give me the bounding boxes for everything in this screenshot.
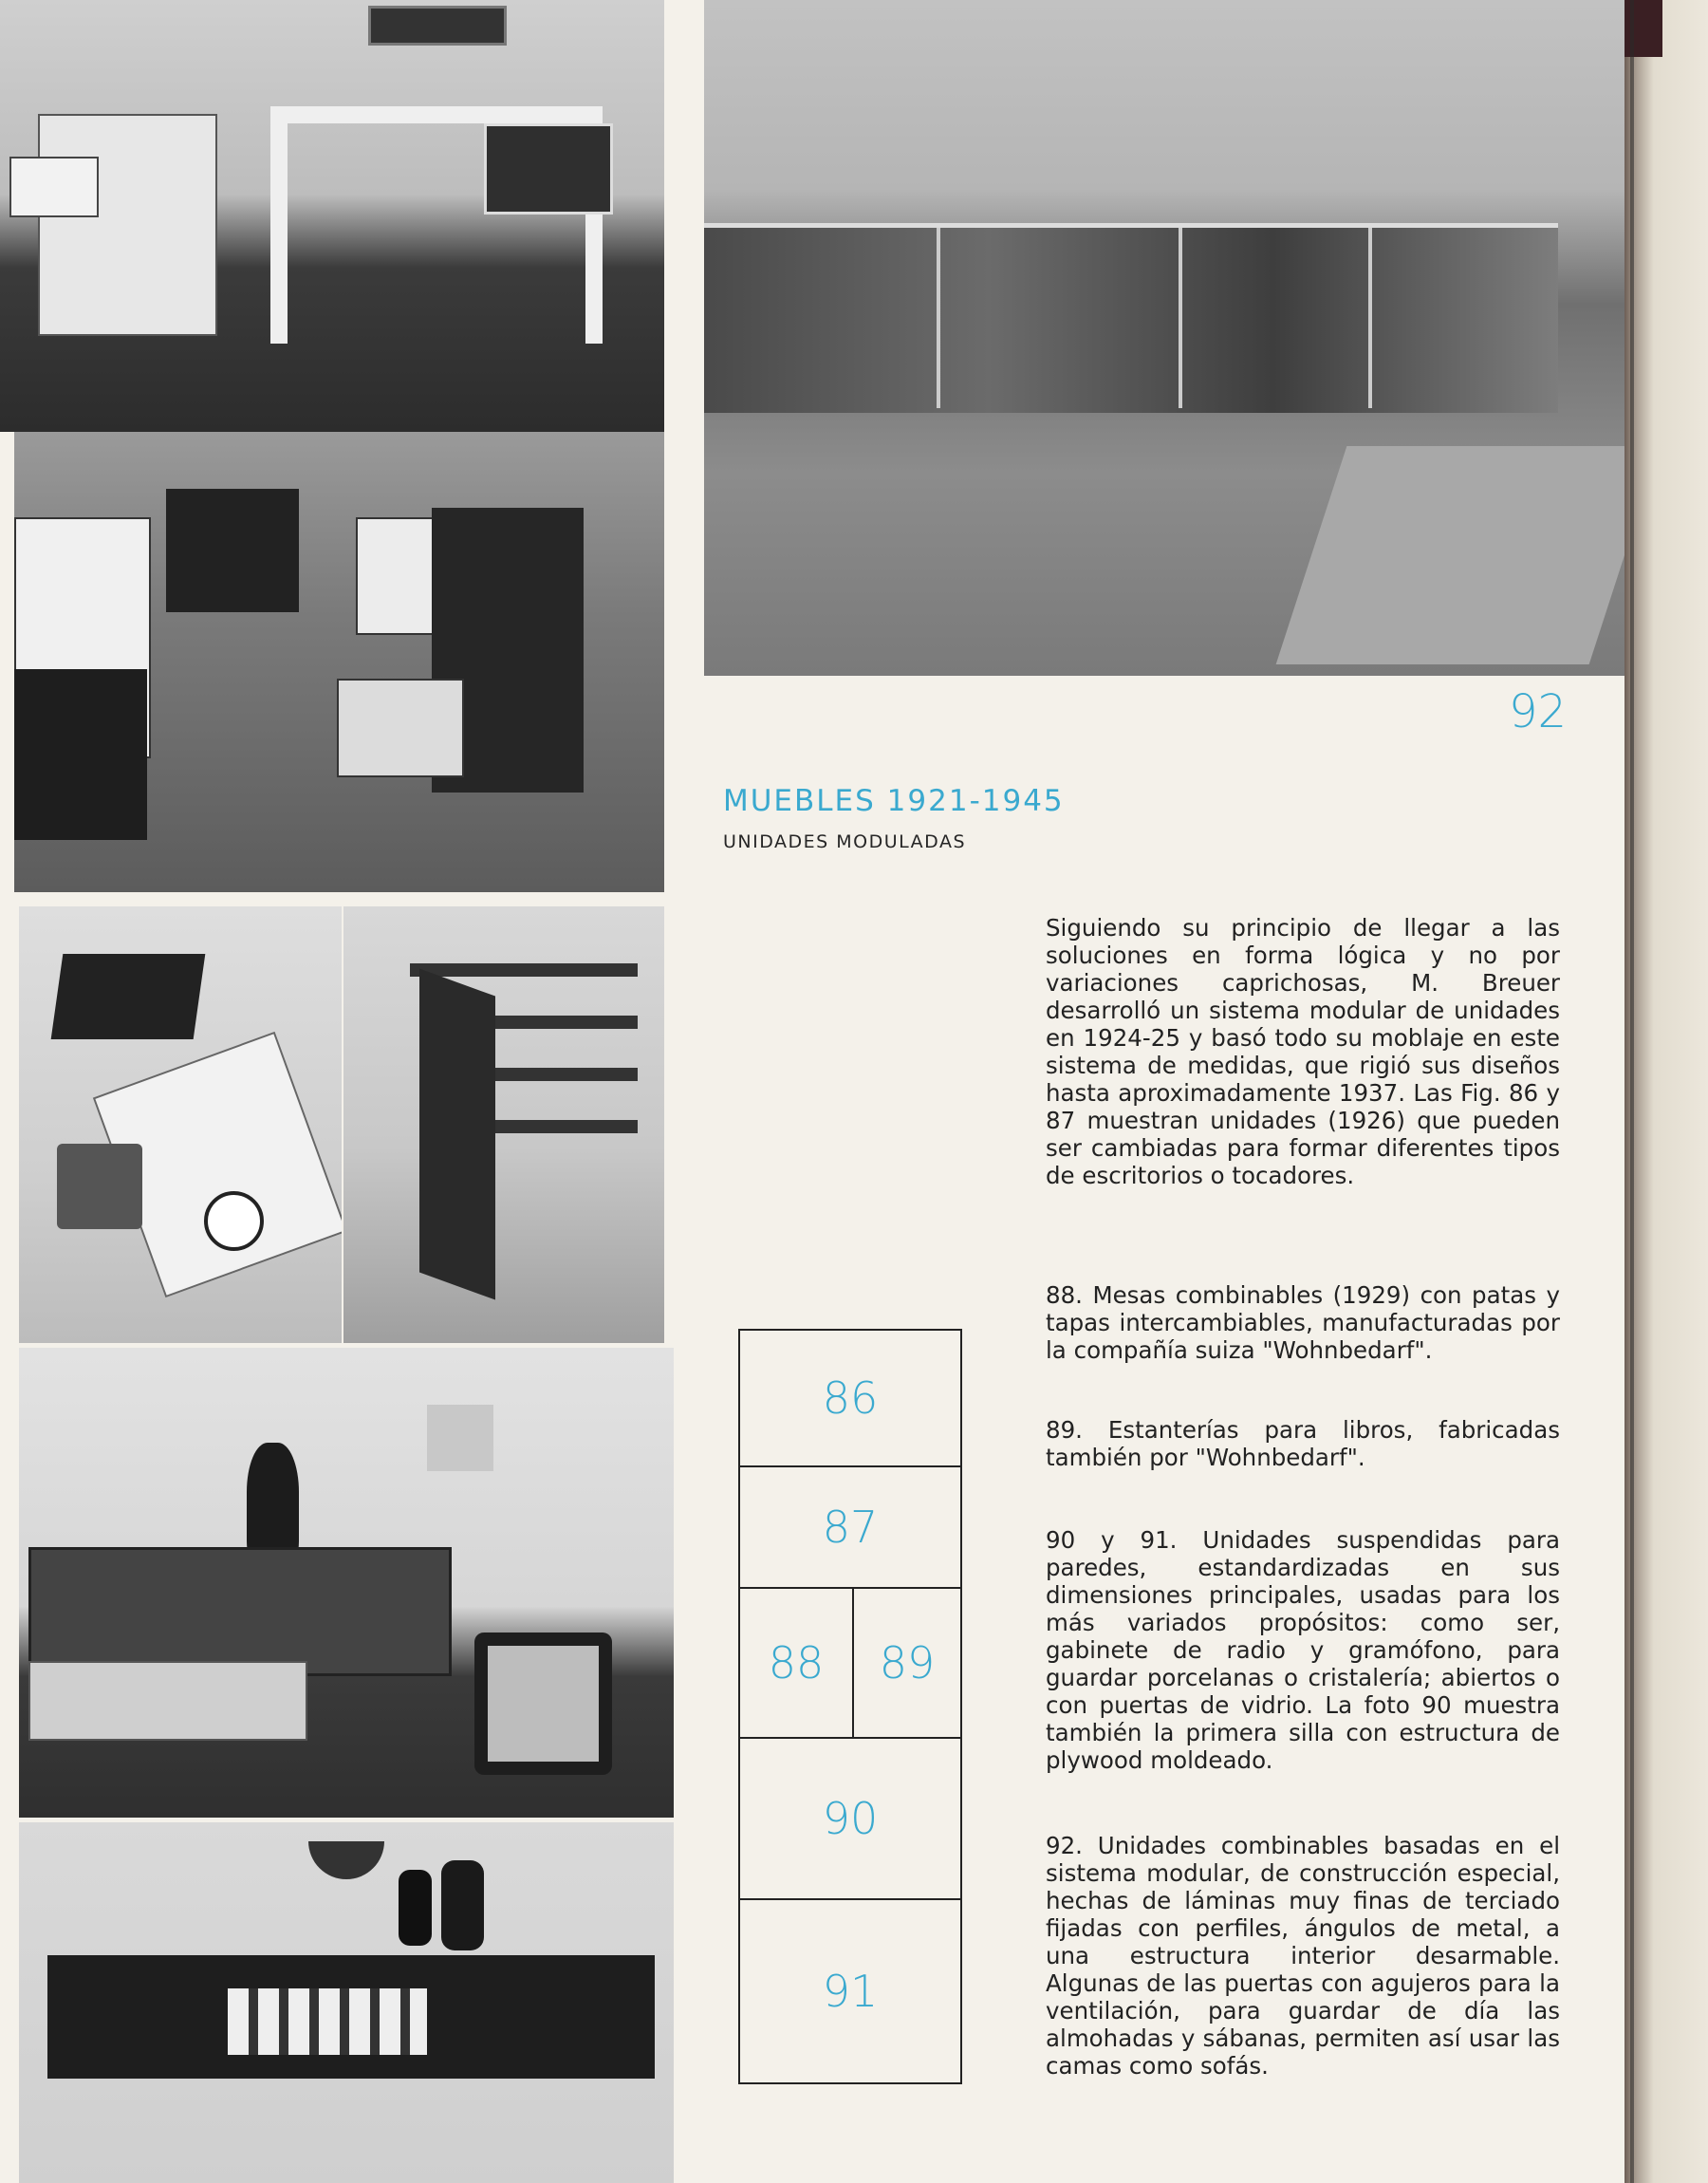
layout-label-87: 87: [822, 1502, 879, 1553]
cups-shape: [228, 1988, 427, 2055]
layout-cell-86: [738, 1329, 962, 1467]
bowl-shape: [204, 1191, 264, 1251]
bed-unit-shape: [1179, 228, 1182, 408]
photo-86: [0, 0, 664, 432]
bed-unit-shape: [1368, 228, 1372, 408]
layout-label-88: 88: [768, 1637, 825, 1689]
chair-shape: [474, 1633, 612, 1775]
photo-90: [19, 1348, 674, 1818]
stool-shape: [57, 1144, 142, 1229]
intro-paragraph: Siguiendo su principio de llegar a las soluciones en forma lógica y no por variaciones caprichosas, M. Breuer desarrolló un sistema modular de unidades en 1924-25 y basó todo su moblaje en este sistema de medidas, que rigió sus diseños hasta aproximadamente 1937. Las Fig. 86 y 87 muestran unidades (1926) que pueden ser cambiadas para formar diferentes tipos de escritorios o tocadores.: [1046, 914, 1560, 1189]
figure-number-92: 92: [1509, 685, 1568, 738]
photo-91: [19, 1822, 674, 2183]
photo-89: [343, 906, 664, 1343]
layout-label-90: 90: [822, 1793, 879, 1844]
layout-cell-87: [738, 1465, 962, 1589]
shelf-upright-shape: [419, 968, 495, 1299]
layout-label-91: 91: [822, 1966, 879, 2017]
page-subtitle: UNIDADES MODULADAS: [723, 831, 967, 852]
drawer-unit-shape: [14, 669, 147, 840]
bed-unit-shape: [937, 228, 940, 408]
photo-88: [19, 906, 342, 1343]
layout-cell-90: [738, 1737, 962, 1900]
layout-cell-91: [738, 1898, 962, 2084]
drawer-unit-shape: [166, 489, 299, 612]
layout-label-89: 89: [879, 1637, 936, 1689]
page-edge-line: [1630, 0, 1634, 2183]
photo-92: [704, 0, 1624, 676]
figurine-shape: [441, 1860, 484, 1950]
picture-frame-shape: [368, 6, 507, 46]
cabinet-shape: [38, 114, 217, 336]
bed-unit-shape: [704, 223, 1558, 413]
page-title: MUEBLES 1921-1945: [723, 784, 1065, 818]
lamp-shape: [308, 1841, 384, 1879]
shelf-shape: [410, 963, 638, 977]
layout-cell-89: [852, 1587, 962, 1739]
caption-90-91: 90 y 91. Unidades suspendidas para paredes, estandardizadas en sus dimensiones principales, usadas para los más variados propósitos: como ser, gabinete de radio y gramófono, para guardar porcelanas o cristalería; abiertos o con puertas de vidrio. La foto 90 muestra también la primera silla con estructura de plywood moldeado.: [1046, 1526, 1560, 1774]
caption-89: 89. Estanterías para libros, fabricadas también por "Wohnbedarf".: [1046, 1416, 1560, 1471]
layout-cell-88: [738, 1587, 854, 1739]
book-page-edge: [1624, 0, 1708, 2183]
drawer-shape: [9, 157, 99, 217]
photo-87: [14, 432, 664, 892]
wall-unit-shape: [28, 1547, 452, 1676]
wall-unit-shape: [28, 1661, 307, 1741]
caption-92: 92. Unidades combinables basadas en el sistema modular, de construcción especial, hechas de láminas muy finas de terciado fijadas con perfiles, ángulos de metal, a una estructura interior desarmable. Algunas de las puertas con agujeros para la ventilación, para guardar de día las almohadas y sábanas, permiten así usar las camas como sofás.: [1046, 1832, 1560, 2080]
desk-drawer-shape: [484, 123, 613, 215]
caption-88: 88. Mesas combinables (1929) con patas y tapas intercambiables, manufacturadas por la compañía suiza "Wohnbedarf".: [1046, 1281, 1560, 1364]
table-top-shape: [51, 954, 206, 1039]
wall-panel-shape: [427, 1405, 493, 1471]
figurine-shape: [399, 1870, 432, 1946]
layout-label-86: 86: [822, 1372, 879, 1424]
floor-mat-shape: [1276, 446, 1624, 664]
drawer-unit-shape: [337, 679, 464, 777]
